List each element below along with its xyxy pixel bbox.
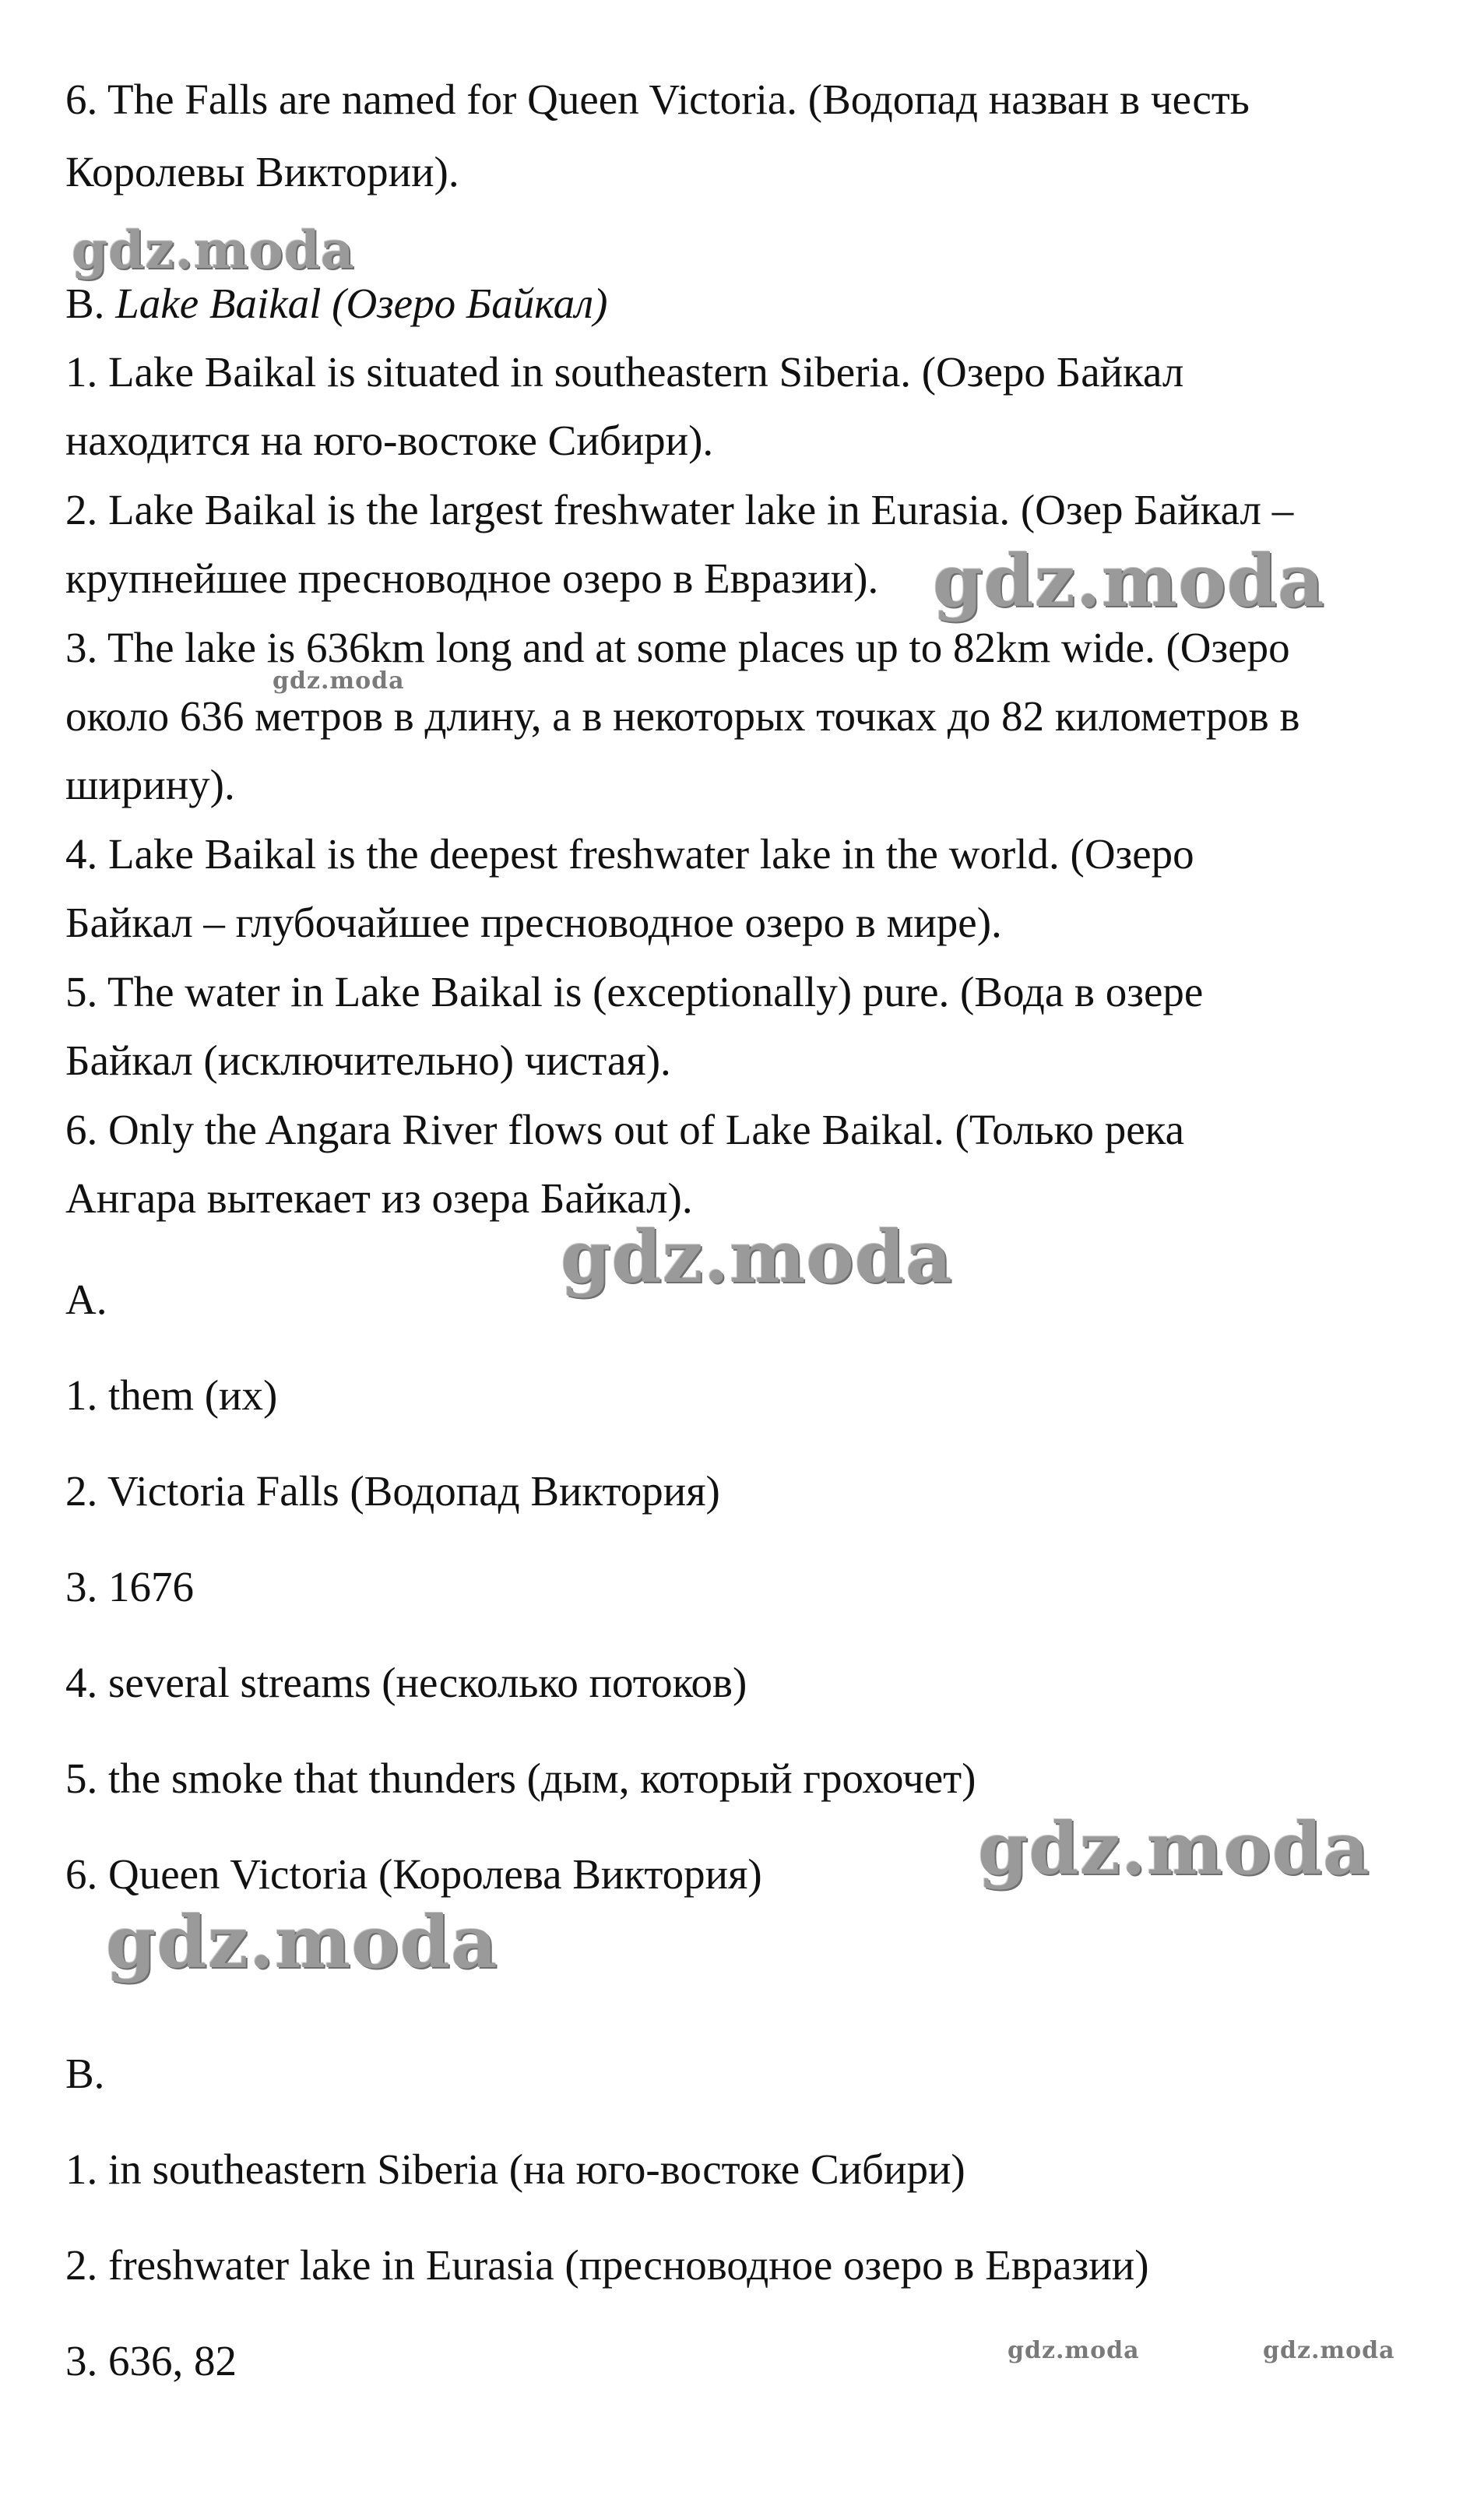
watermark-logo: gdz.moda xyxy=(933,539,1325,623)
watermark-logo: gdz.moda xyxy=(106,1900,498,1984)
answer-a-6: 6. Queen Victoria (Королева Виктория) xyxy=(65,1850,762,1898)
watermark-logo: gdz.moda xyxy=(273,667,405,695)
answer-a-5: 5. the smoke that thunders (дым, который грохочет) xyxy=(65,1754,976,1802)
watermark-logo: gdz.moda xyxy=(978,1807,1370,1891)
baikal-statement-1-line-2: находится на юго-востоке Сибири). xyxy=(65,417,714,464)
section-b-title: Lake Baikal (Озеро Байкал) xyxy=(115,280,608,327)
falls-named-line-1: 6. The Falls are named for Queen Victoria. (Водопад назван в честь xyxy=(65,76,1250,123)
falls-named-line-2: Королевы Виктории). xyxy=(65,148,459,195)
baikal-statement-4-line-2: Байкал – глубочайшее пресноводное озеро в мире). xyxy=(65,899,1002,946)
baikal-statement-3-line-3: ширину). xyxy=(65,761,235,808)
baikal-statement-5-line-2: Байкал (исключительно) чистая). xyxy=(65,1037,671,1084)
baikal-statement-2-line-2: крупнейшее пресноводное озеро в Евразии). xyxy=(65,554,879,602)
answer-a-1: 1. them (их) xyxy=(65,1371,278,1419)
answers-a-heading: A. xyxy=(65,1276,107,1323)
section-b-letter: B. xyxy=(65,280,105,327)
baikal-statement-5-line-1: 5. The water in Lake Baikal is (exceptionally) pure. (Вода в озере xyxy=(65,968,1204,1015)
answer-b-1: 1. in southeastern Siberia (на юго-востоке Сибири) xyxy=(65,2145,965,2193)
answer-a-3: 3. 1676 xyxy=(65,1563,194,1610)
baikal-statement-1-line-1: 1. Lake Baikal is situated in southeastern Siberia. (Озеро Байкал xyxy=(65,348,1184,396)
answer-a-2: 2. Victoria Falls (Водопад Виктория) xyxy=(65,1467,720,1515)
baikal-statement-4-line-1: 4. Lake Baikal is the deepest freshwater lake in the world. (Озеро xyxy=(65,830,1194,878)
baikal-statement-6-line-2: Ангара вытекает из озера Байкал). xyxy=(65,1174,693,1222)
watermark-logo: gdz.moda xyxy=(561,1215,953,1299)
watermark-logo: gdz.moda xyxy=(1008,2337,1140,2364)
answer-b-2: 2. freshwater lake in Eurasia (пресноводное озеро в Евразии) xyxy=(65,2241,1149,2289)
section-b-heading xyxy=(65,282,607,325)
baikal-statement-3-line-1: 3. The lake is 636km long and at some places up to 82km wide. (Озеро xyxy=(65,624,1290,671)
baikal-statement-3-line-2: около 636 метров в длину, а в некоторых точках до 82 километров в xyxy=(65,692,1300,740)
answers-b-heading: B. xyxy=(65,2050,105,2097)
watermark-logo: gdz.moda xyxy=(72,220,355,280)
answer-b-3: 3. 636, 82 xyxy=(65,2337,237,2384)
baikal-statement-2-line-1: 2. Lake Baikal is the largest freshwater lake in Eurasia. (Озер Байкал – xyxy=(65,486,1294,533)
baikal-statement-6-line-1: 6. Only the Angara River flows out of Lake Baikal. (Только река xyxy=(65,1106,1184,1153)
watermark-logo: gdz.moda xyxy=(1263,2337,1395,2364)
answer-a-4: 4. several streams (несколько потоков) xyxy=(65,1659,747,1706)
